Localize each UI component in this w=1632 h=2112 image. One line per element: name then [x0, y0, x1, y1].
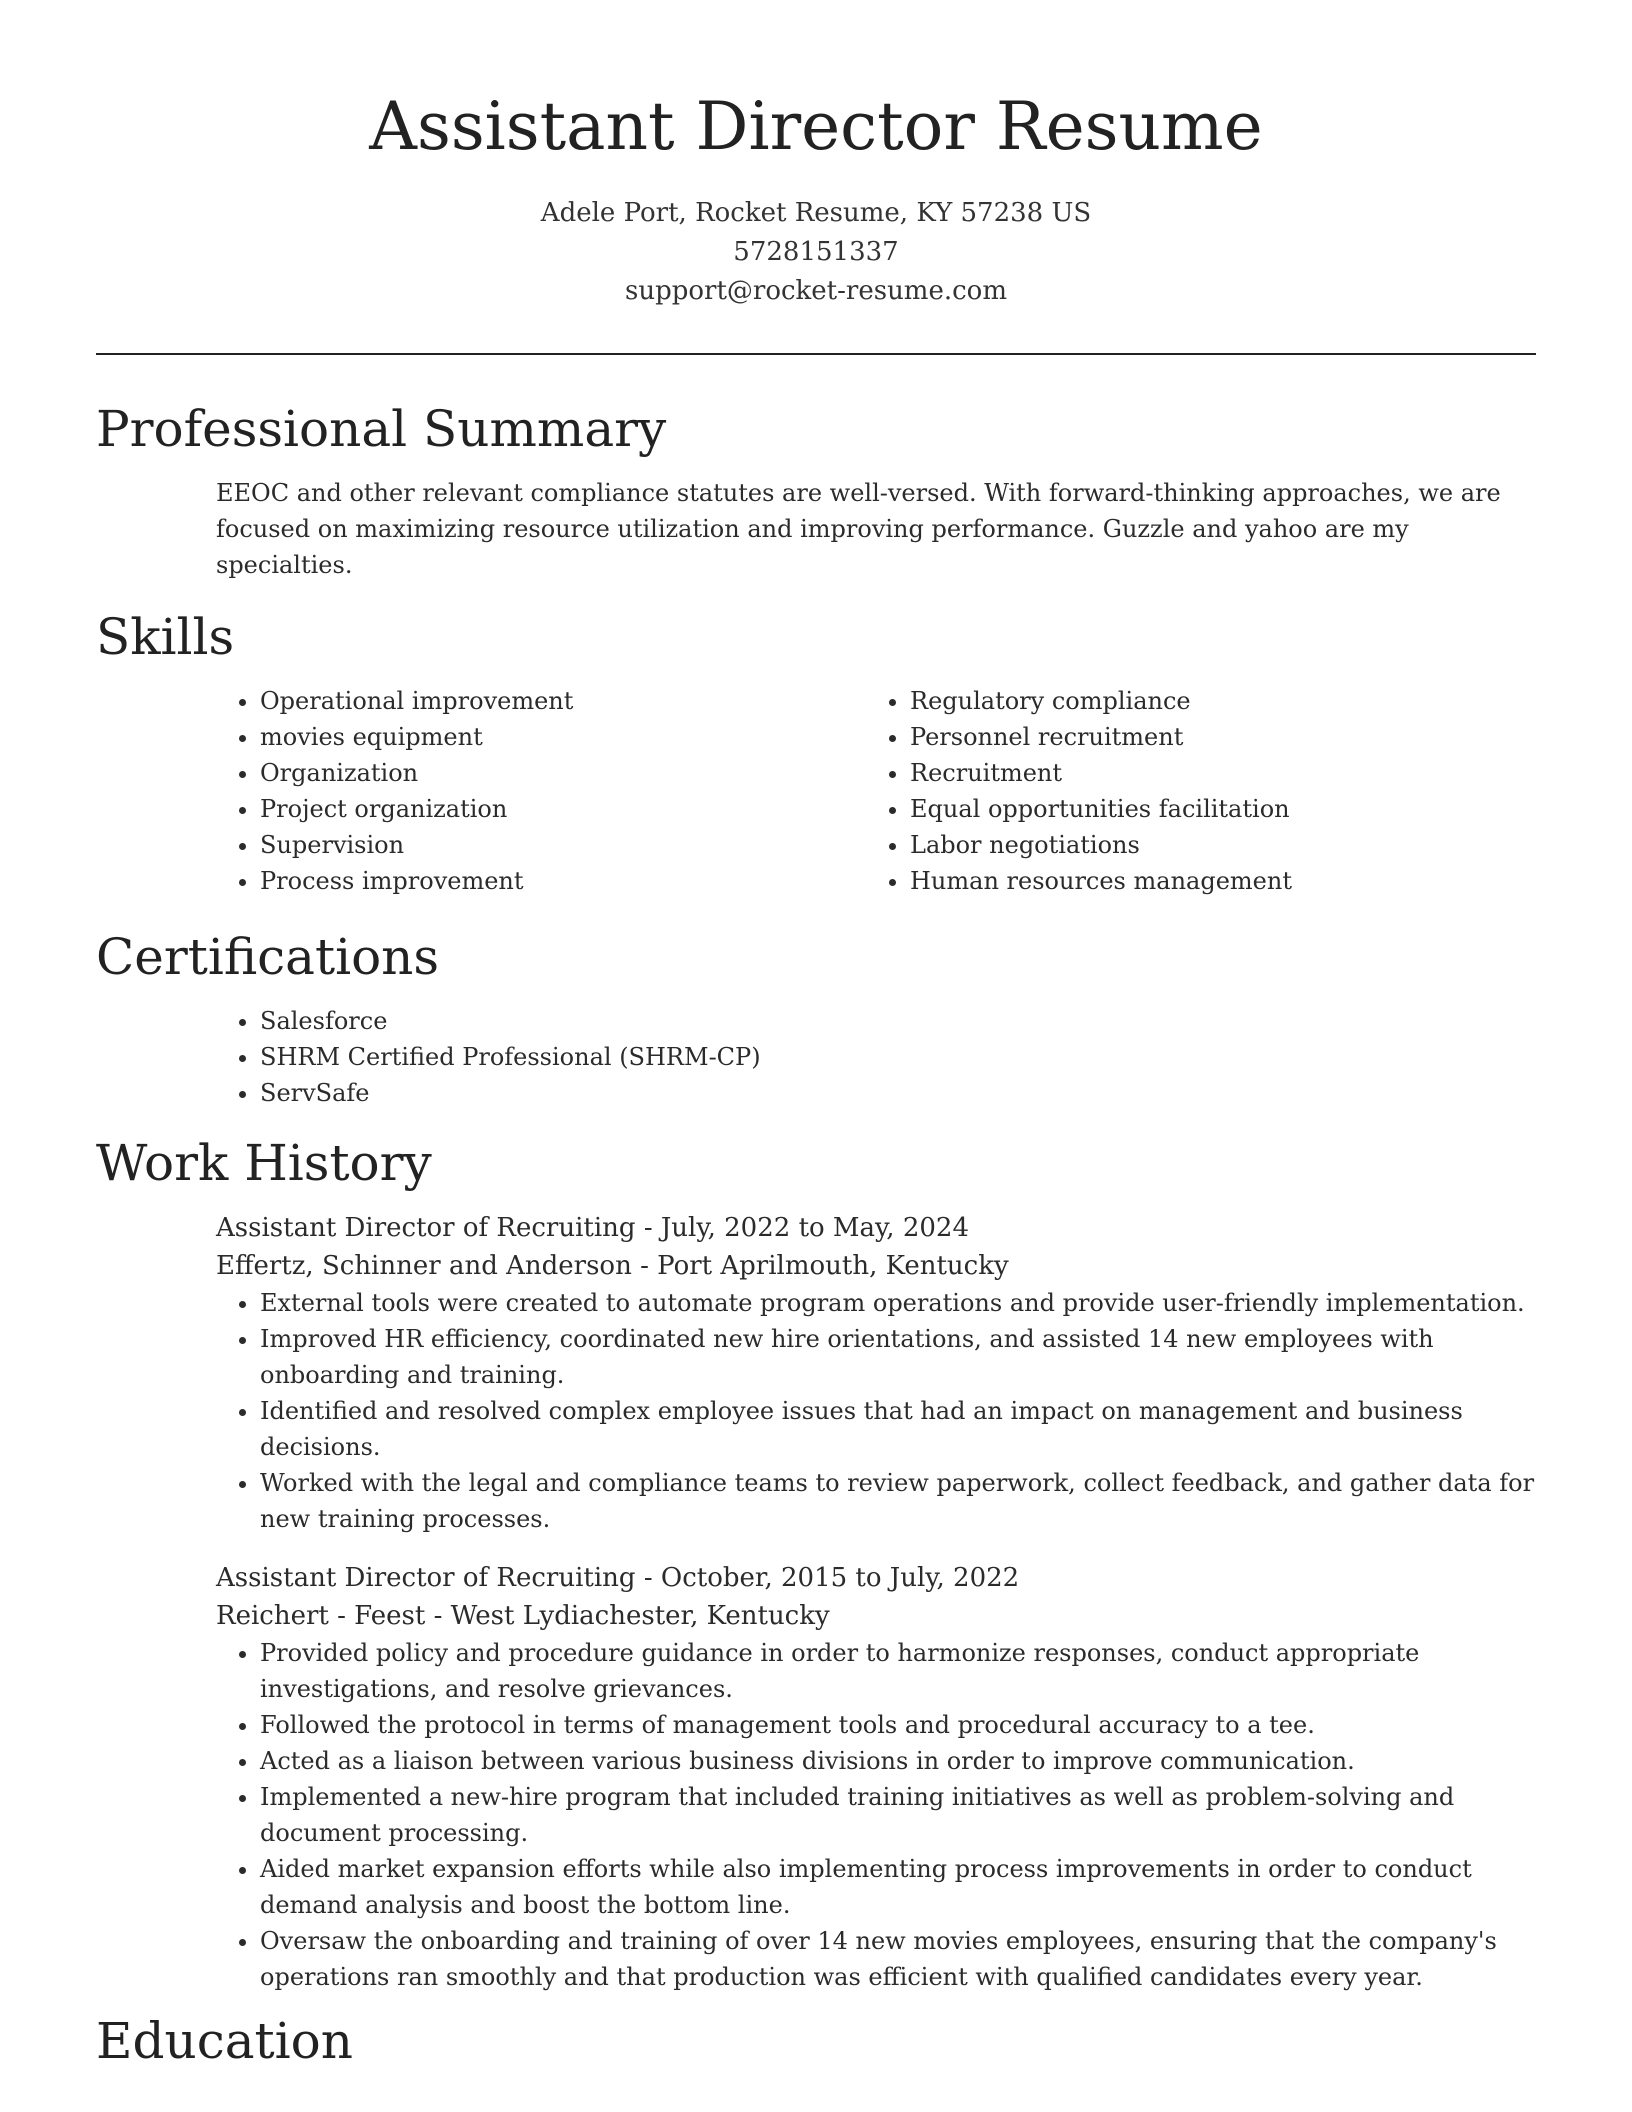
skill-item: • Labor negotiations: [910, 827, 1516, 863]
skill-item: • Process improvement: [260, 863, 866, 899]
job-duty-item: • Improved HR efficiency, coordinated new hire orientations, and assisted 14 new employees with onboarding and training.: [260, 1321, 1536, 1393]
certification-item: • ServSafe: [260, 1075, 1536, 1111]
skills-column-left: [216, 683, 866, 899]
header-divider: [96, 353, 1536, 355]
job-duty-item: • Identified and resolved complex employee issues that had an impact on management and business decisions.: [260, 1393, 1536, 1465]
skill-item: • Personnel recruitment: [910, 719, 1516, 755]
skills-list-left: [216, 683, 866, 899]
job-duties-list: [216, 1285, 1536, 1537]
summary-heading: Professional Summary: [96, 400, 667, 458]
skill-item: • Human resources management: [910, 863, 1516, 899]
address-line: Adele Port, Rocket Resume, KY 57238 US: [540, 198, 1092, 228]
job-duties-list: [216, 1635, 1536, 1995]
job-duty-item: • External tools were created to automate program operations and provide user-friendly implementation.: [260, 1285, 1536, 1321]
skill-item: • Organization: [260, 755, 866, 791]
certification-item: • SHRM Certified Professional (SHRM-CP): [260, 1039, 1536, 1075]
skill-item: • Operational improvement: [260, 683, 866, 719]
skill-item: • Project organization: [260, 791, 866, 827]
certifications-list-wrapper: [216, 1003, 1536, 1111]
job-duty-item: • Acted as a liaison between various business divisions in order to improve communication.: [260, 1743, 1536, 1779]
email-address: support@rocket-resume.com: [624, 276, 1007, 306]
skill-item: • Recruitment: [910, 755, 1516, 791]
page-title: Assistant Director Resume: [369, 88, 1263, 165]
skill-item: • Equal opportunities facilitation: [910, 791, 1516, 827]
job-title-line: Assistant Director of Recruiting - July, 2022 to May, 2024: [216, 1213, 969, 1243]
skill-item: • Regulatory compliance: [910, 683, 1516, 719]
job-company-line: Effertz, Schinner and Anderson - Port Aprilmouth, Kentucky: [216, 1251, 1009, 1281]
job-duty-item: • Aided market expansion efforts while also implementing process improvements in order to conduct demand analysis and boost the bottom line.: [260, 1851, 1536, 1923]
summary-text: EEOC and other relevant compliance statutes are well-versed. With forward-thinking approaches, we are focused on maximizing resource utilization and improving performance. Guzzle and yahoo are my specialties.: [216, 479, 1501, 579]
skill-item: • movies equipment: [260, 719, 866, 755]
job-entry: [216, 1559, 1536, 1995]
skills-list-right: [866, 683, 1516, 899]
certifications-list: [216, 1003, 1536, 1111]
skill-item: • Supervision: [260, 827, 866, 863]
skills-column-right: [866, 683, 1516, 899]
job-duty-item: • Implemented a new-hire program that included training initiatives as well as problem-solving and document processing.: [260, 1779, 1536, 1851]
certifications-heading: Certifications: [96, 928, 440, 986]
job-duty-item: • Worked with the legal and compliance teams to review paperwork, collect feedback, and gather data for new training processes.: [260, 1465, 1536, 1537]
education-heading: Education: [96, 2012, 353, 2070]
job-company-line: Reichert - Feest - West Lydiachester, Kentucky: [216, 1601, 830, 1631]
contact-info: [96, 194, 1536, 311]
job-title-line: Assistant Director of Recruiting - October, 2015 to July, 2022: [216, 1563, 1020, 1593]
skills-grid: [216, 683, 1536, 899]
skills-heading: Skills: [96, 608, 235, 666]
work-history-heading: Work History: [96, 1134, 432, 1192]
job-duty-item: • Oversaw the onboarding and training of over 14 new movies employees, ensuring that the company's operations ran smoothly and that production was efficient with qualified candidates every year.: [260, 1923, 1536, 1995]
job-entry: [216, 1209, 1536, 1537]
job-duty-item: • Followed the protocol in terms of management tools and procedural accuracy to a tee.: [260, 1707, 1536, 1743]
resume-header: [96, 0, 1536, 311]
certification-item: • Salesforce: [260, 1003, 1536, 1039]
phone-number: 5728151337: [733, 237, 899, 267]
job-duty-item: • Provided policy and procedure guidance in order to harmonize responses, conduct appropriate investigations, and resolve grievances.: [260, 1635, 1536, 1707]
